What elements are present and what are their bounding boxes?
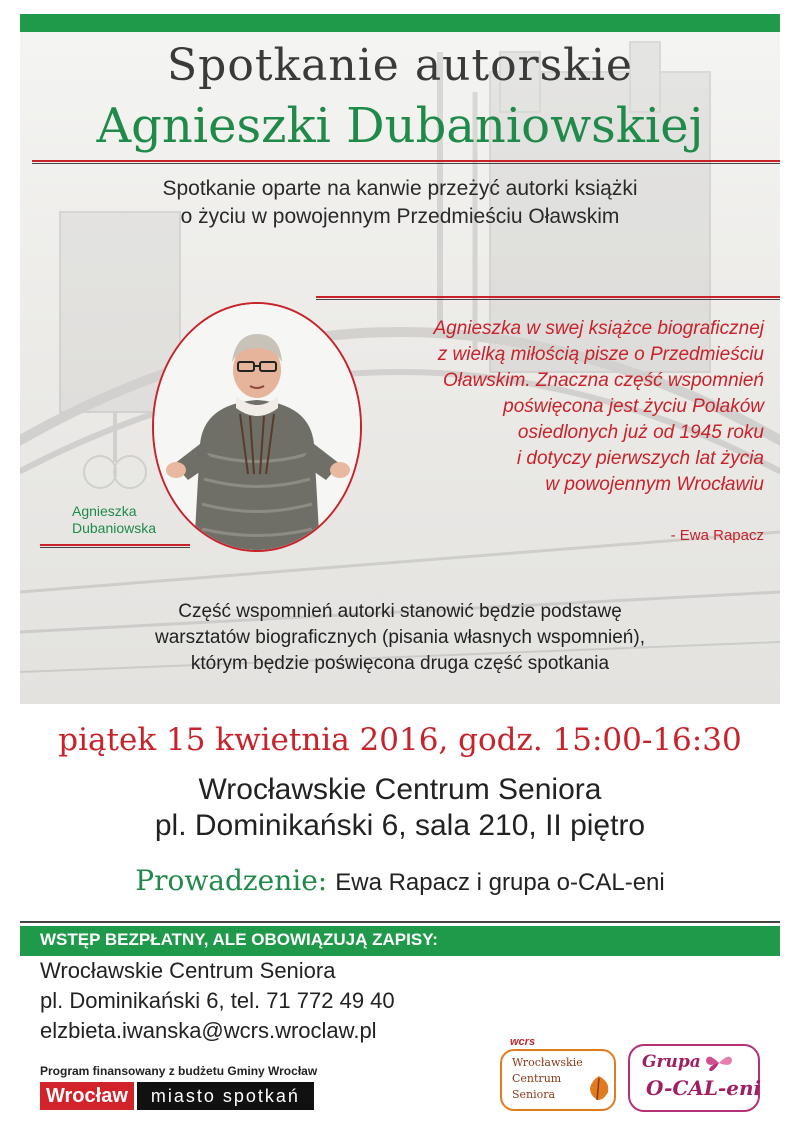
quote-line: poświęcona jest życiu Polaków [503,396,764,417]
grupa-logo-line-2: O-CAL-eni [646,1076,762,1100]
divider [32,160,780,162]
registration-details [40,956,395,1046]
host-label: Prowadzenie: [135,864,328,897]
quote-author: - Ewa Rapacz [670,527,764,544]
subtitle [20,175,780,231]
quote-line: Oławskim. Znaczna część wspomnień [443,370,764,391]
photo-caption [72,503,156,537]
top-green-bar [20,14,780,32]
venue-line: Wrocławskie Centrum Seniora [198,773,602,806]
body-line: którym będzie poświęcona druga część spotkania [190,653,610,674]
divider [40,547,190,548]
body-line: Część wspomnień autorki stanowić będzie podstawę [178,601,622,622]
photo-caption-line: Agnieszka [72,503,137,519]
divider [32,163,780,164]
butterfly-icon [704,1052,734,1074]
subtitle-line: o życiu w powojennym Przedmieściu Oławskim [180,205,620,228]
wroclaw-logo [40,1082,314,1110]
body-line: warsztatów biograficznych (pisania własnych wspomnień), [155,627,645,648]
quote-line: osiedlonych już od 1945 roku [517,422,764,443]
wcrs-brand: wcrs [510,1036,536,1048]
hero-section [20,32,780,704]
body-text [20,599,780,677]
registration-email[interactable]: elzbieta.iwanska@wcrs.wroclaw.pl [40,1018,377,1043]
quote-line: Agnieszka w swej książce biograficznej [433,318,764,339]
registration-title: WSTĘP BEZPŁATNY, ALE OBOWIĄZUJĄ ZAPISY: [40,930,438,949]
subtitle-line: Spotkanie oparte na kanwie przeżyć autorki książki [162,177,638,200]
wcrs-logo-line: Seniora [512,1088,556,1101]
divider [316,296,780,298]
page-title-line-1: Spotkanie autorskie [167,40,633,91]
wcrs-logo-line: Centrum [512,1072,562,1085]
event-venue [0,772,800,844]
venue-line: pl. Dominikański 6, sala 210, II piętro [154,809,646,842]
divider [20,921,780,923]
event-date: piątek 15 kwietnia 2016, godz. 15:00-16:30 [58,722,742,758]
leaf-icon [586,1074,612,1102]
quote-line: w powojennym Wrocławiu [545,474,764,495]
wroclaw-logo-black: miasto spotkań [137,1082,314,1110]
registration-line: Wrocławskie Centrum Seniora [40,958,336,983]
grupa-logo-line-1: Grupa [642,1052,701,1072]
funding-note: Program finansowany z budżetu Gminy Wrocław [40,1064,318,1078]
page-title-line-2: Agnieszki Dubaniowskiej [96,98,704,154]
photo-caption-line: Dubaniowska [72,520,157,536]
wroclaw-logo-red: Wrocław [40,1082,134,1110]
quote-line: z wielką miłością pisze o Przedmieściu [437,344,764,365]
quote-line: i dotyczy pierwszych lat życia [516,448,764,469]
wcrs-logo-line: Wrocławskie [512,1056,583,1069]
divider [40,544,190,546]
event-host [0,864,800,897]
quote [320,316,764,498]
registration-line: pl. Dominikański 6, tel. 71 772 49 40 [40,988,395,1013]
host-value: Ewa Rapacz i grupa o-CAL-eni [335,869,665,896]
divider [316,299,780,300]
